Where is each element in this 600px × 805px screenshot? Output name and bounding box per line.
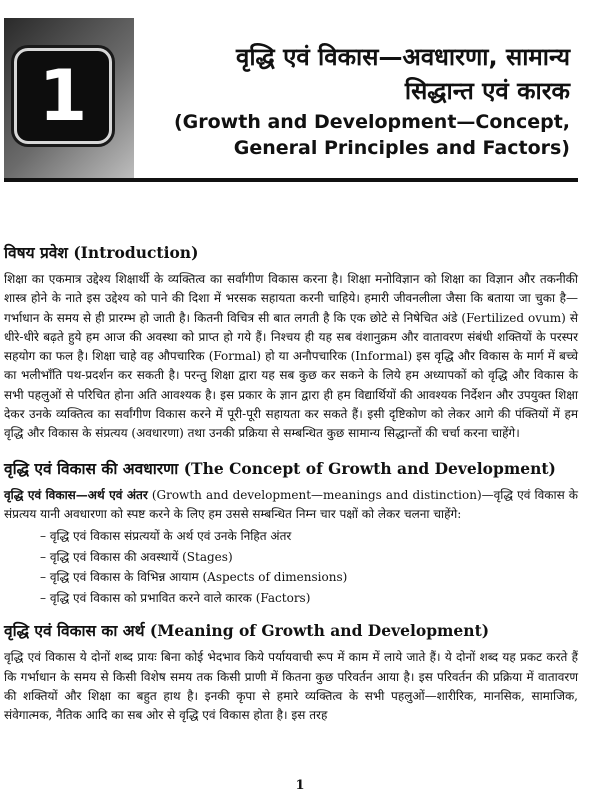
header-divider: [4, 178, 578, 182]
page-content: [4, 242, 578, 725]
page-number: 1: [295, 778, 305, 793]
list-item: – वृद्धि एवं विकास संप्रत्ययों के अर्थ एवं उनके निहित अंतर: [40, 526, 578, 547]
chapter-header: [0, 0, 600, 182]
chapter-title-english-line2: General Principles and Factors): [233, 137, 570, 159]
concept-paragraph: [4, 486, 578, 525]
introduction-paragraph: शिक्षा का एकमात्र उद्देश्य शिक्षार्थी के व्यक्तित्व का सर्वांगीण विकास करना है। शिक्षा मनोविज्ञान को शिक्षा का विज्ञान और तकनीकी शास्त्र होने के नाते इस उद्देश्य को पाने की दिशा में भरसक सहायता करनी चाहिये। हमारी जीवनलीला जैसा कि बताया जा चुका है—गर्भाधान के समय से ही प्रारम्भ हो जाती है। कितनी विचित्र सी बात लगती है कि एक छोटे से निषेचित अंडे (Fertilized ovum) से धीरे-धीरे बढ़ते हुये हम आज की अवस्था को प्राप्त हो गये हैं। निश्चय ही यह सब वंशानुक्रम और वातावरण संबंधी शक्तियों के परस्पर सहयोग का फल है। शिक्षा चाहे वह औपचारिक (Formal) हो या अनौपचारिक (Informal) इस वृद्धि और विकास के मार्ग में बच्चे का भलीभाँति पथ-प्रदर्शन कर सकती है। परन्तु शिक्षा द्वारा यह सब कुछ कर सकने के लिये हम अध्यापकों को वृद्धि और विकास के सभी पहलुओं से परिचित होना अति आवश्यक है। इस प्रकार के ज्ञान द्वारा ही हम विद्यार्थियों की आवश्यक निर्देशन और उपयुक्त शिक्षा देकर उनके व्यक्तित्व का सर्वांगीण विकास करने में पूरी-पूरी सहायता कर सकते हैं। इसी दृष्टिकोण को लेकर आगे की पंक्तियों में हम वृद्धि और विकास के संप्रत्यय (अवधारणा) तथा उनकी प्रक्रिया से सम्बन्धित कुछ सामान्य सिद्धान्तों की चर्चा करना चाहेंगे।: [4, 272, 578, 441]
chapter-number-badge: 1: [14, 48, 112, 144]
chapter-title-hindi-line1: वृद्धि एवं विकास—अवधारणा, सामान्य: [235, 43, 570, 71]
concept-bullet-list: [4, 526, 578, 608]
list-item: – वृद्धि एवं विकास को प्रभावित करने वाले कारक (Factors): [40, 588, 578, 609]
chapter-title-english-line1: (Growth and Development—Concept,: [173, 111, 570, 133]
meaning-paragraph: वृद्धि एवं विकास ये दोनों शब्द प्रायः बिना कोई भेदभाव किये पर्यायवाची रूप में काम में लाये जाते हैं। ये दोनों शब्द यह प्रकट करते हैं कि गर्भाधान के समय से किसी विशेष समय तक किसी प्राणी में कितना कुछ परिवर्तन आया है। इस परिवर्तन की प्रक्रिया में वातावरण की शक्तियों और शिक्षा का बहुत हाथ है। इनकी कृपा से हमारे व्यक्तित्व के सभी पहलुओं—शारीरिक, मानसिक, सामाजिक, संवेगात्मक, नैतिक आदि का सब ओर से वृद्धि एवं विकास होता है। इस तरह: [4, 650, 578, 723]
concept-lead-text: (Growth and development—meanings and distinction)—वृद्धि एवं विकास के संप्रत्यय यानी अवधारणा को स्पष्ट करने के लिए हम उससे सम्बन्धित निम्न चार पक्षों को लेकर चलना चाहेंगे:: [4, 487, 578, 521]
meaning-heading: वृद्धि एवं विकास का अर्थ (Meaning of Growth and Development): [4, 621, 490, 641]
concept-heading: वृद्धि एवं विकास की अवधारणा (The Concept of Growth and Development): [4, 458, 556, 478]
chapter-titles: [150, 40, 570, 160]
chapter-title-hindi-line2: सिद्धान्त एवं कारक: [404, 77, 570, 105]
introduction-heading: विषय प्रवेश (Introduction): [4, 243, 199, 262]
list-item: – वृद्धि एवं विकास की अवस्थायें (Stages): [40, 547, 578, 568]
concept-lead-bold: वृद्धि एवं विकास—अर्थ एवं अंतर: [4, 487, 148, 502]
list-item: – वृद्धि एवं विकास के विभिन्न आयाम (Aspects of dimensions): [40, 567, 578, 588]
